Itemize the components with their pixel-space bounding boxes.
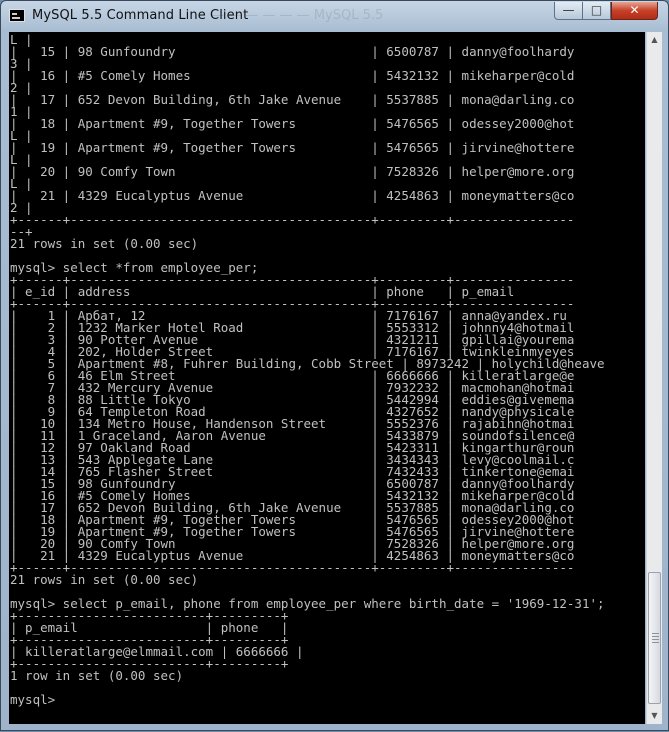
console-line: | 20 | 90 Comfy Town | 7528326 | helper@more.org (10, 536, 575, 551)
grip-line (652, 639, 659, 640)
console-line: --+ (10, 224, 33, 239)
vertical-scrollbar[interactable] (646, 32, 662, 724)
console-line: 3 | (10, 56, 33, 71)
console-line: L | (10, 152, 33, 167)
console-line: mysql> select p_email, phone from employee_per where birth_date = '1969-12-31'; (10, 596, 605, 611)
console-line: | 15 | 98 Gunfoundry | 6500787 | danny@foolhardy (10, 44, 575, 59)
console-line: mysql> (10, 692, 56, 707)
console-line: | e_id | address | phone | p_email (10, 284, 515, 299)
console-line: 1 | (10, 104, 33, 119)
console-line: | 16 | #5 Comely Homes | 5432132 | mikeharper@cold (10, 68, 575, 83)
console-line: +------+----------------------------------------+---------+---------------- (10, 560, 575, 575)
console-line: mysql> select *from employee_per; (10, 260, 259, 275)
console-line: 1 row in set (0.00 sec) (10, 668, 184, 683)
console-line: | 19 | Apartment #9, Together Towers | 5476565 | jirvine@hottere (10, 524, 575, 539)
console-line: 21 rows in set (0.00 sec) (10, 236, 199, 251)
console-line: L | (10, 32, 33, 47)
scroll-down-arrow-icon[interactable]: ▼ (651, 711, 658, 720)
console-line: | 3 | 90 Potter Avenue | 4321211 | gpillai@yourema (10, 332, 575, 347)
console-line: | 18 | Apartment #9, Together Towers | 5476565 | odessey2000@hot (10, 512, 575, 527)
minimize-button[interactable]: — (554, 2, 583, 20)
console-line: | 10 | 134 Metro House, Handenson Street | 5552376 | rajabihn@hotmai (10, 416, 575, 431)
console-line: | 19 | Apartment #9, Together Towers | 5476565 | jirvine@hottere (10, 140, 575, 155)
console-line (10, 682, 645, 694)
scroll-up-arrow-icon[interactable]: ▲ (651, 35, 658, 44)
console-line: +------+----------------------------------------+---------+---------------- (10, 212, 575, 227)
console-line: +-------------------------+---------+ (10, 632, 289, 647)
console-line: | 18 | Apartment #9, Together Towers | 5476565 | odessey2000@hot (10, 116, 575, 131)
window-title: MySQL 5.5 Command Line Client (32, 8, 249, 23)
title-bar[interactable] (1, 1, 668, 31)
console-line: | killeratlarge@elmmail.com | 6666666 | (10, 644, 304, 659)
console-line: +------+----------------------------------------+---------+---------------- (10, 296, 575, 311)
console-line: 2 | (10, 200, 33, 215)
grip-line (652, 633, 659, 634)
console-line: | 6 | 46 Elm Street | 6666666 | killeratlarge@e (10, 368, 575, 383)
console-line: | p_email | phone | (10, 620, 289, 635)
close-button[interactable]: ✕ (611, 2, 658, 20)
console-line: +------+----------------------------------------+---------+---------------- (10, 272, 575, 287)
console-line: +-------------------------+---------+ (10, 608, 289, 623)
console-line: | 13 | 543 Applegate Lane | 3434343 | levy@coolmail.c (10, 452, 575, 467)
console-line: | 17 | 652 Devon Building, 6th Jake Avenue | 5537885 | mona@darling.co (10, 500, 575, 515)
console-output[interactable] (9, 32, 645, 724)
console-line: | 2 | 1232 Marker Hotel Road | 5553312 | johnny4@hotmail (10, 320, 575, 335)
console-line: | 1 | Арбат, 12 | 7176167 | anna@yandex.ru (10, 308, 567, 323)
console-line: +-------------------------+---------+ (10, 656, 289, 671)
grip-line (652, 642, 659, 643)
console-app-icon[interactable] (9, 9, 25, 22)
console-line: | 14 | 765 Flasher Street | 7432433 | tinkertone@emai (10, 464, 575, 479)
console-line: | 20 | 90 Comfy Town | 7528326 | helper@more.org (10, 164, 575, 179)
console-line: | 11 | 1 Graceland, Aaron Avenue | 5433879 | soundofsilence@ (10, 428, 575, 443)
console-line: | 5 | Apartment #8, Fuhrer Building, Cobb Street | 8973242 | holychild@heave (10, 356, 605, 371)
console-line: | 8 | 88 Little Tokyo | 5442994 | eddies@givemema (10, 392, 575, 407)
console-line: | 15 | 98 Gunfoundry | 6500787 | danny@foolhardy (10, 476, 575, 491)
scrollbar-thumb[interactable] (648, 572, 661, 704)
console-line: | 9 | 64 Templeton Road | 4327652 | nandy@physicale (10, 404, 575, 419)
console-line: 2 | (10, 80, 33, 95)
console-line: L | (10, 176, 33, 191)
maximize-button[interactable]: □ (583, 2, 611, 20)
console-line: | 12 | 97 Oakland Road | 5423311 | kingarthur@roun (10, 440, 575, 455)
console-line: | 4 | 202, Holder Street | 7176167 | twinkleinmyeyes (10, 344, 575, 359)
grip-line (652, 636, 659, 637)
console-line: | 7 | 432 Mercury Avenue | 7932232 | macmohan@hotmai (10, 380, 575, 395)
console-line: 21 rows in set (0.00 sec) (10, 572, 199, 587)
console-line: L | (10, 128, 33, 143)
console-line: | 16 | #5 Comely Homes | 5432132 | mikeharper@cold (10, 488, 575, 503)
console-line: | 21 | 4329 Eucalyptus Avenue | 4254863 | moneymatters@co (10, 548, 575, 563)
background-window-title: — — — — — — MySQL 5.5 (211, 8, 384, 23)
console-line: | 21 | 4329 Eucalyptus Avenue | 4254863 | moneymatters@co (10, 188, 575, 203)
console-line: | 17 | 652 Devon Building, 6th Jake Avenue | 5537885 | mona@darling.co (10, 92, 575, 107)
